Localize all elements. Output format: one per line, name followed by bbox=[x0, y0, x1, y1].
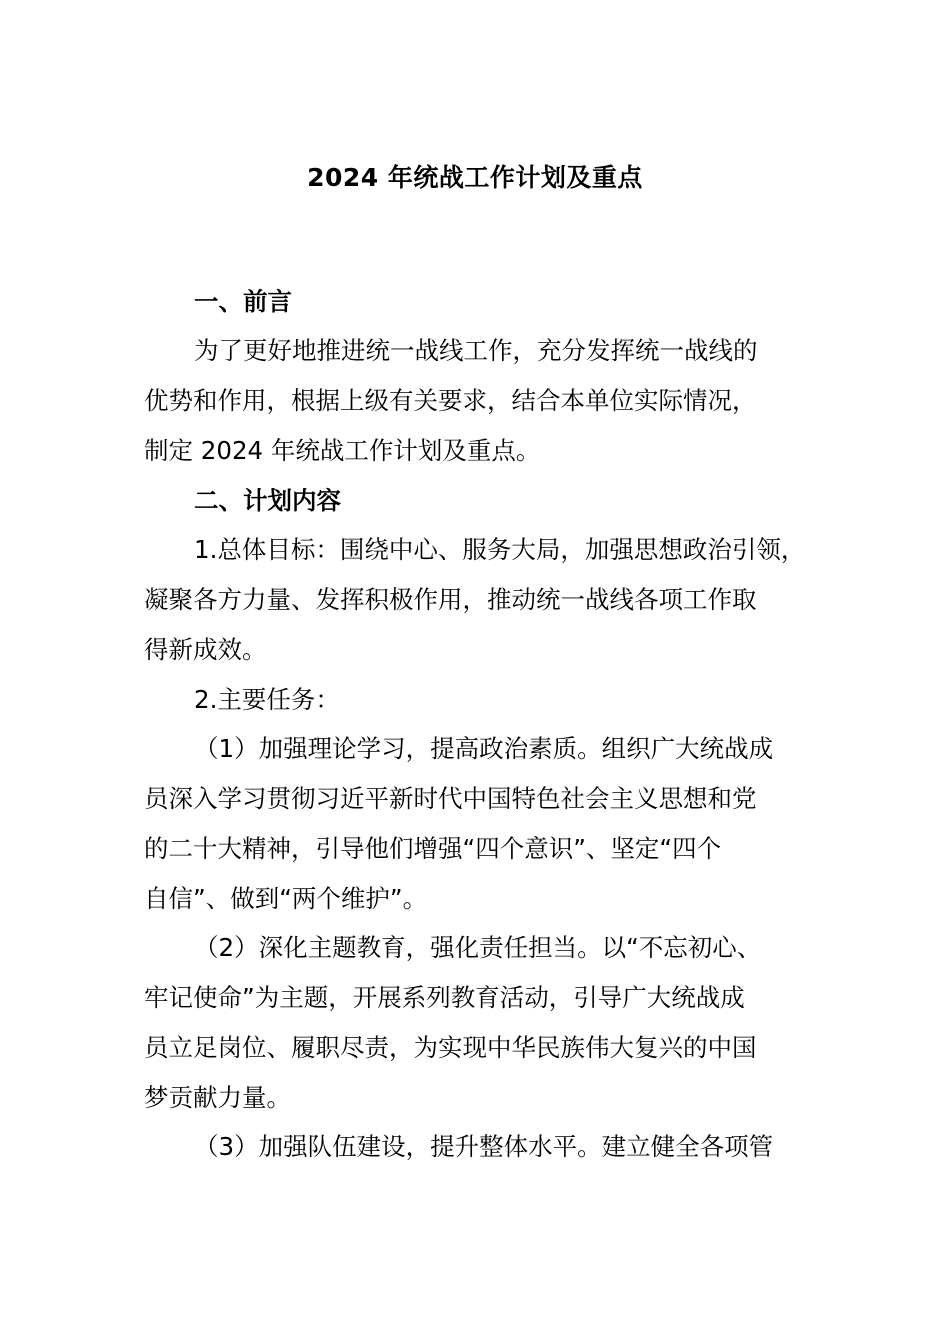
paragraph-line: 2.主要任务： bbox=[194, 685, 340, 714]
paragraph-line: （3）加强队伍建设，提升整体水平。建立健全各项管 bbox=[194, 1132, 774, 1161]
paragraph-line: 优势和作用，根据上级有关要求，结合本单位实际情况， bbox=[144, 386, 757, 415]
paragraph-line: 牢记使命”为主题，开展系列教育活动，引导广大统战成 bbox=[144, 983, 745, 1012]
paragraph-line: 1.总体目标：围绕中心、服务大局，加强思想政治引领， bbox=[194, 535, 806, 564]
section-heading-plan: 二、计划内容 bbox=[194, 486, 341, 515]
paragraph-line: （1）加强理论学习，提高政治素质。组织广大统战成 bbox=[194, 734, 774, 763]
paragraph-line: 凝聚各方力量、发挥积极作用，推动统一战线各项工作取 bbox=[144, 585, 757, 614]
section-heading-preface: 一、前言 bbox=[194, 287, 292, 316]
paragraph-line: 梦贡献力量。 bbox=[144, 1083, 291, 1112]
document-title: 2024 年统战工作计划及重点 bbox=[307, 163, 643, 192]
paragraph-line: 得新成效。 bbox=[144, 635, 267, 664]
paragraph-line: 制定 2024 年统战工作计划及重点。 bbox=[144, 436, 541, 465]
paragraph-line: （2）深化主题教育，强化责任担当。以“不忘初心、 bbox=[194, 933, 762, 962]
paragraph-line: 自信”、做到“两个维护”。 bbox=[144, 884, 428, 913]
paragraph-line: 员深入学习贯彻习近平新时代中国特色社会主义思想和党 bbox=[144, 784, 757, 813]
paragraph-line: 员立足岗位、履职尽责，为实现中华民族伟大复兴的中国 bbox=[144, 1033, 757, 1062]
paragraph-line: 为了更好地推进统一战线工作，充分发挥统一战线的 bbox=[194, 336, 758, 365]
paragraph-line: 的二十大精神，引导他们增强“四个意识”、坚定“四个 bbox=[144, 834, 722, 863]
